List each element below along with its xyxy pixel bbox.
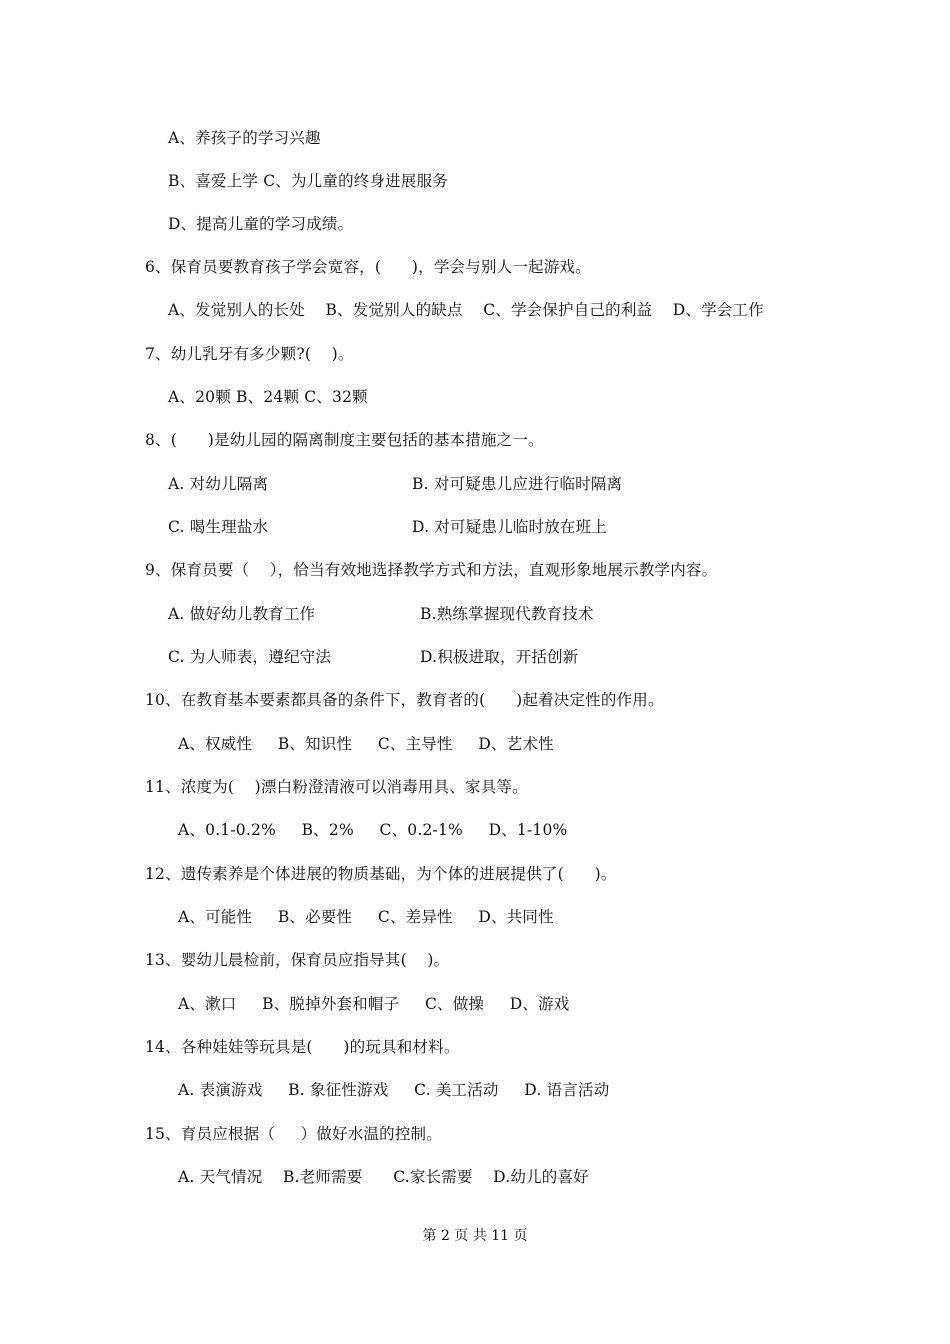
question-12: 12、遗传素养是个体进展的物质基础，为个体的进展提供了( )。 <box>145 865 617 883</box>
question-9: 9、保育员要（ ），恰当有效地选择教学方式和方法，直观形象地展示教学内容。 <box>145 561 718 579</box>
question-8: 8、( )是幼儿园的隔离制度主要包括的基本措施之一。 <box>145 431 544 449</box>
q8-option-b: B. 对可疑患儿应进行临时隔离 <box>412 475 623 493</box>
q13-options: A、漱口 B、脱掉外套和帽子 C、做操 D、游戏 <box>178 995 570 1013</box>
question-15: 15、育员应根据（ ）做好水温的控制。 <box>145 1125 442 1143</box>
q9-option-c: C. 为人师表，遵纪守法 <box>168 648 332 666</box>
q5-option-a: A、养孩子的学习兴趣 <box>168 129 321 147</box>
q6-options: A、发觉别人的长处 B、发觉别人的缺点 C、学会保护自己的利益 D、学会工作 <box>168 301 764 319</box>
q11-options: A、0.1-0.2% B、2% C、0.2-1% D、1-10% <box>178 821 568 839</box>
q14-options: A. 表演游戏 B. 象征性游戏 C. 美工活动 D. 语言活动 <box>178 1081 610 1099</box>
question-13: 13、婴幼儿晨检前，保育员应指导其( )。 <box>145 951 450 969</box>
q10-options: A、权威性 B、知识性 C、主导性 D、艺术性 <box>178 735 554 753</box>
q9-option-b: B.熟练掌握现代教育技术 <box>420 605 594 623</box>
q9-option-d: D.积极进取，开括创新 <box>420 648 579 666</box>
q7-options: A、20颗 B、24颗 C、32颗 <box>168 388 368 406</box>
q8-option-c: C. 喝生理盐水 <box>168 518 269 536</box>
question-10: 10、在教育基本要素都具备的条件下，教育者的( )起着决定性的作用。 <box>145 691 664 709</box>
page-footer: 第 2 页 共 11 页 <box>422 1228 528 1244</box>
q15-options: A. 天气情况 B.老师需要 C.家长需要 D.幼儿的喜好 <box>178 1168 589 1186</box>
question-7: 7、幼儿乳牙有多少颗?( )。 <box>145 345 354 363</box>
q12-options: A、可能性 B、必要性 C、差异性 D、共同性 <box>178 908 554 926</box>
question-14: 14、各种娃娃等玩具是( )的玩具和材料。 <box>145 1038 460 1056</box>
q5-option-b-c: B、喜爱上学 C、为儿童的终身进展服务 <box>168 172 448 190</box>
q9-option-a: A. 做好幼儿教育工作 <box>168 605 316 623</box>
q5-option-d: D、提高儿童的学习成绩。 <box>168 215 354 233</box>
question-11: 11、浓度为( )漂白粉澄清液可以消毒用具、家具等。 <box>145 778 528 796</box>
q8-option-a: A. 对幼儿隔离 <box>168 475 269 493</box>
question-6: 6、保育员要教育孩子学会宽容，( )，学会与别人一起游戏。 <box>145 258 591 276</box>
q8-option-d: D. 对可疑患儿临时放在班上 <box>412 518 608 536</box>
